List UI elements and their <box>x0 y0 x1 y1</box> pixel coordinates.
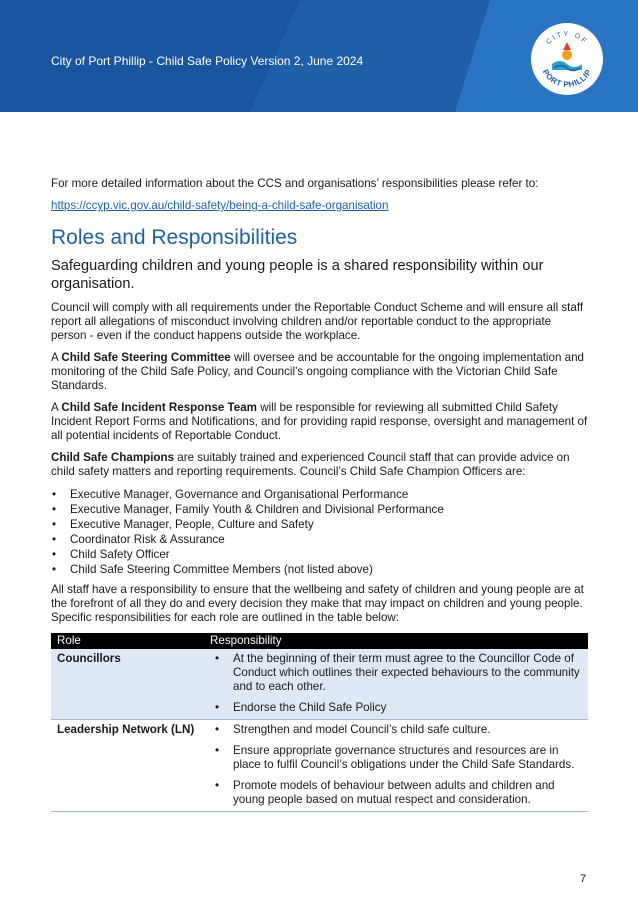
header-title: City of Port Phillip - Child Safe Policy Version 2, June 2024 <box>51 54 364 68</box>
page-header <box>0 0 638 112</box>
steering-committee-term: Child Safe Steering Committee <box>61 351 231 364</box>
list-item: • Strengthen and model Council’s child safe culture. <box>210 723 582 737</box>
page-number: 7 <box>580 873 587 885</box>
list-item: • Endorse the Child Safe Policy <box>210 701 582 715</box>
all-staff-paragraph: All staff have a responsibility to ensure that the wellbeing and safety of children and young people are at the forefront of all they do and every decision they make that may impact on children and young people. Specific responsibilities for each role are outlined in the table below: <box>51 583 584 624</box>
list-item: • Promote models of behaviour between adults and children and young people based on mutual respect and consideration. <box>210 779 582 807</box>
svg-text:PORT PHILLIP: PORT PHILLIP <box>540 67 594 90</box>
champions-paragraph: Child Safe Champions are suitably trained and experienced Council staff that can provide advice on child safety matters and reporting requirements. Council’s Child Safe Champion Officers are: <box>51 451 570 478</box>
svg-text:CITY OF: CITY OF <box>545 30 589 47</box>
responsibility-cell <box>204 720 588 812</box>
table-row <box>51 720 588 812</box>
list-item: • Child Safe Steering Committee Members (not listed above) <box>51 562 589 577</box>
reportable-conduct-paragraph: Council will comply with all requirements under the Reportable Conduct Scheme and will ensure all staff report all allegations of misconduct involving children and/or reportable conduct to the appropriate person - even if the conduct happens outside the workplace. <box>51 301 584 342</box>
ccyp-link[interactable]: https://ccyp.vic.gov.au/child-safety/being-a-child-safe-organisation <box>51 199 389 212</box>
responsibility-column-header: Responsibility <box>204 633 588 649</box>
section-heading: Roles and Responsibilities <box>51 226 298 249</box>
champions-term: Child Safe Champions <box>51 451 175 464</box>
roles-table <box>51 633 588 812</box>
list-item: • Child Safety Officer <box>51 547 589 562</box>
list-item: • At the beginning of their term must agree to the Councillor Code of Conduct which outlines their expected behaviours to the community and to each other. <box>210 652 582 694</box>
section-subheading: Safeguarding children and young people is a shared responsibility within our organisation. <box>51 258 544 292</box>
list-item: • Ensure appropriate governance structures and resources are in place to fulfil Council’s obligations under the Child Safe Standards. <box>210 744 582 772</box>
page-content <box>51 177 589 812</box>
list-item: • Executive Manager, Family Youth & Children and Divisional Performance <box>51 502 589 517</box>
list-item: • Coordinator Risk & Assurance <box>51 532 589 547</box>
city-of-port-phillip-logo <box>530 22 604 96</box>
role-cell: Leadership Network (LN) <box>51 720 204 812</box>
incident-response-term: Child Safe Incident Response Team <box>61 401 257 414</box>
champions-list <box>51 487 589 577</box>
responsibility-list <box>210 652 582 715</box>
list-item: • Executive Manager, Governance and Organisational Performance <box>51 487 589 502</box>
table-row <box>51 649 588 720</box>
intro-text: For more detailed information about the CCS and organisations’ responsibilities please refer to: <box>51 177 539 190</box>
role-column-header: Role <box>51 633 204 649</box>
incident-response-paragraph: A Child Safe Incident Response Team will be responsible for reviewing all submitted Child Safety Incident Report Forms and Notifications, and for providing rapid response, oversight and management of all potential incidents of Reportable Conduct. <box>51 401 588 442</box>
responsibility-list <box>210 723 582 807</box>
steering-committee-paragraph: A Child Safe Steering Committee will oversee and be accountable for the ongoing implementation and monitoring of the Child Safe Policy, and Council’s ongoing compliance with the Victorian Child Safe Standards. <box>51 351 584 392</box>
list-item: • Executive Manager, People, Culture and Safety <box>51 517 589 532</box>
role-cell: Councillors <box>51 649 204 720</box>
responsibility-cell <box>204 649 588 720</box>
table-header-row <box>51 633 588 649</box>
